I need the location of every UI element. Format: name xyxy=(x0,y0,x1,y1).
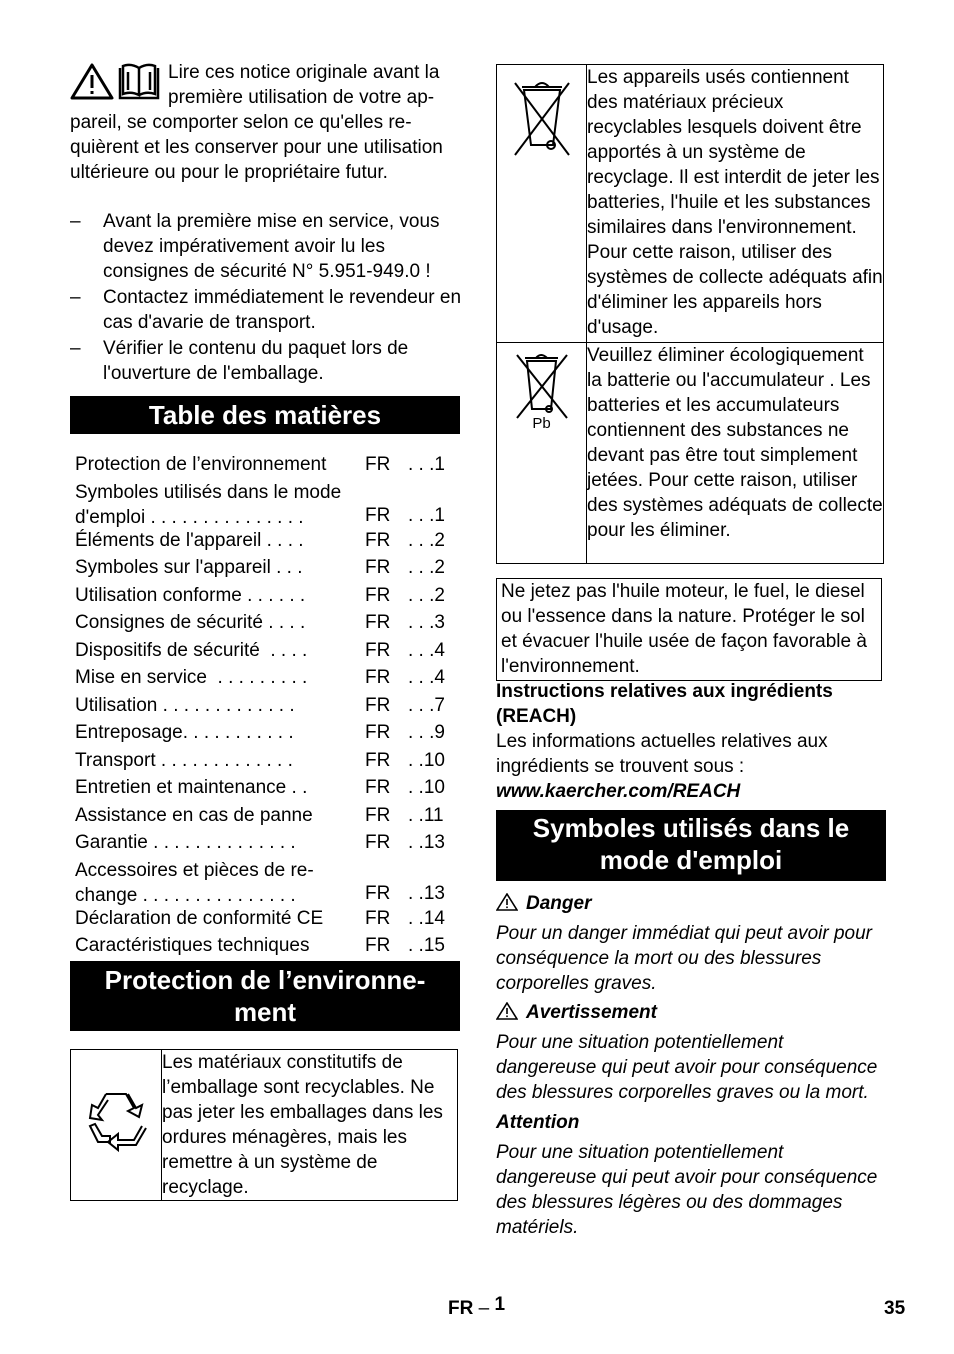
list-item: – Avant la première mise en service, vous devez impérativement avoir lu les consignes de sécurité N° 5.951-949.0 ! xyxy=(70,211,440,282)
reach-section xyxy=(496,679,888,804)
battery-label: Pb xyxy=(532,415,551,432)
recycle-icon xyxy=(78,1084,154,1160)
symbol-danger-text: Pour un danger immédiat qui peut avoir pour conséquence la mort ou des blessures corporelles graves. xyxy=(496,923,873,994)
intro-block xyxy=(70,60,460,185)
page-number: 35 xyxy=(884,1298,906,1319)
reach-link[interactable]: www.kaercher.com/REACH xyxy=(496,781,741,802)
crossed-bin-battery-icon xyxy=(497,343,586,423)
crossed-bin-icon xyxy=(497,65,586,165)
recycle-box xyxy=(70,1049,458,1201)
symbols-heading: Symboles utilisés dans le mode d'emploi xyxy=(496,810,886,881)
symbol-avertissement: Avertissement Pour une situation potentiellement dangereuse qui peut avoir pour conséquence des blessures corporelles graves ou la mort. xyxy=(496,1000,888,1105)
env-heading: Protection de l’environne- ment xyxy=(70,961,460,1031)
list-item: – Contactez immédiatement le revendeur en cas d'avarie de transport. xyxy=(70,287,462,333)
warning-triangle-icon xyxy=(496,1002,518,1020)
symbol-avertissement-text: Pour une situation potentiellement dangereuse qui peut avoir pour conséquence des blessures corporelles graves ou la mort. xyxy=(496,1032,878,1103)
reach-title: Instructions relatives aux ingrédients (REACH) xyxy=(496,681,833,727)
symbol-attention-text: Pour une situation potentiellement dangereuse qui peut avoir pour conséquence des blessures légères ou des dommages matériels. xyxy=(496,1142,878,1238)
battery-text: Veuillez éliminer écologiquement la batterie ou l'accumulateur . Les batteries et les accumulateurs contiennent des substances ne devant pas être tout simplement jetées. Pour cette raison, utiliser des systèmes adéquats de collecte pour les éliminer. xyxy=(587,343,884,564)
symbol-danger: Danger Pour un danger immédiat qui peut avoir pour conséquence la mort ou des blessures corporelles graves. xyxy=(496,891,888,996)
intro-text: Lire ces notice originale avant la première utilisation de votre ap- pareil, se comporter selon ce qu'elles re-quièrent et les conserver pour une utilisation ultérieure ou pour le propriétaire futur. xyxy=(70,62,443,183)
disposal-table xyxy=(496,64,884,564)
footer-lang: FR – 1 xyxy=(448,1294,506,1319)
bullet-list xyxy=(70,209,462,387)
reach-text: Les informations actuelles relatives aux ingrédients se trouvent sous : xyxy=(496,731,828,777)
weee-text: Les appareils usés contiennent des matériaux précieux recyclables lesquels doivent être apportés à un système de recyclage. Il est interdit de jeter les batteries, l'huile et les substances similaires dans l'environnement. Pour cette raison, utiliser des systèmes de collecte adéquats afin d'éliminer les appareils hors d'usage. xyxy=(587,65,884,343)
oil-note: Ne jetez pas l'huile moteur, le fuel, le diesel ou l'essence dans la nature. Protéger le sol et évacuer l'huile usée de façon favorable à l'environnement. xyxy=(496,578,882,681)
recycle-icon-cell xyxy=(71,1050,162,1201)
warning-triangle-icon xyxy=(72,65,112,98)
warning-triangle-icon xyxy=(496,893,518,911)
list-item: – Vérifier le contenu du paquet lors de l'ouverture de l'emballage. xyxy=(70,338,409,384)
book-icon xyxy=(120,65,158,98)
weee-icon-cell xyxy=(497,65,587,343)
intro-text-rest: pareil, se comporter selon ce qu'elles re-quièrent et les conserver pour une utilisation ultérieure ou pour le propriétaire futur. xyxy=(70,112,443,183)
recycle-text: Les matériaux constitutifs de l’emballage sont recyclables. Ne pas jeter les emballages dans les ordures ménagères, mais les remettre à un système de recyclage. xyxy=(162,1050,458,1201)
symbol-attention: Attention Pour une situation potentiellement dangereuse qui peut avoir pour conséquence des blessures légères ou des dommages matériels. xyxy=(496,1110,888,1240)
battery-icon-cell xyxy=(497,343,587,564)
toc-heading: Table des matières xyxy=(70,396,460,434)
table-of-contents: Protection de l’environnement FR . . .1 Symboles utilisés dans le mode d'emploi . . . . . . . . . . . . . . . FR . . .1 Éléments de l'appareil . . . . FR . . .2 Symboles sur l'appareil . . . FR . . .2 Utilisation conforme . . . . . . FR . . .2 Consignes de sécurité . . . . FR . . .3 Dispositifs de sécurité . . . . FR . . .4 Mise en service . . . . . . . . . FR . . .4 Utilisation . . . . . . . . . . . . . FR . . .7 Entreposage. . . . . . . . . . . FR . . .9 Transport . . . . . . . . . . . . . FR . .10 Entretien et maintenance . . FR . .10 Assistance en cas de panne FR . .11 Garantie . . . . . . . . . . . . . . FR . .13 Accessoires et pièces de re- change . . . . . . . . . . . . . . . FR . .13 Déclaration de conformité CE FR . .14 Caractéristiques techniques FR . .15 xyxy=(75,454,445,956)
intro-icons xyxy=(70,60,162,110)
